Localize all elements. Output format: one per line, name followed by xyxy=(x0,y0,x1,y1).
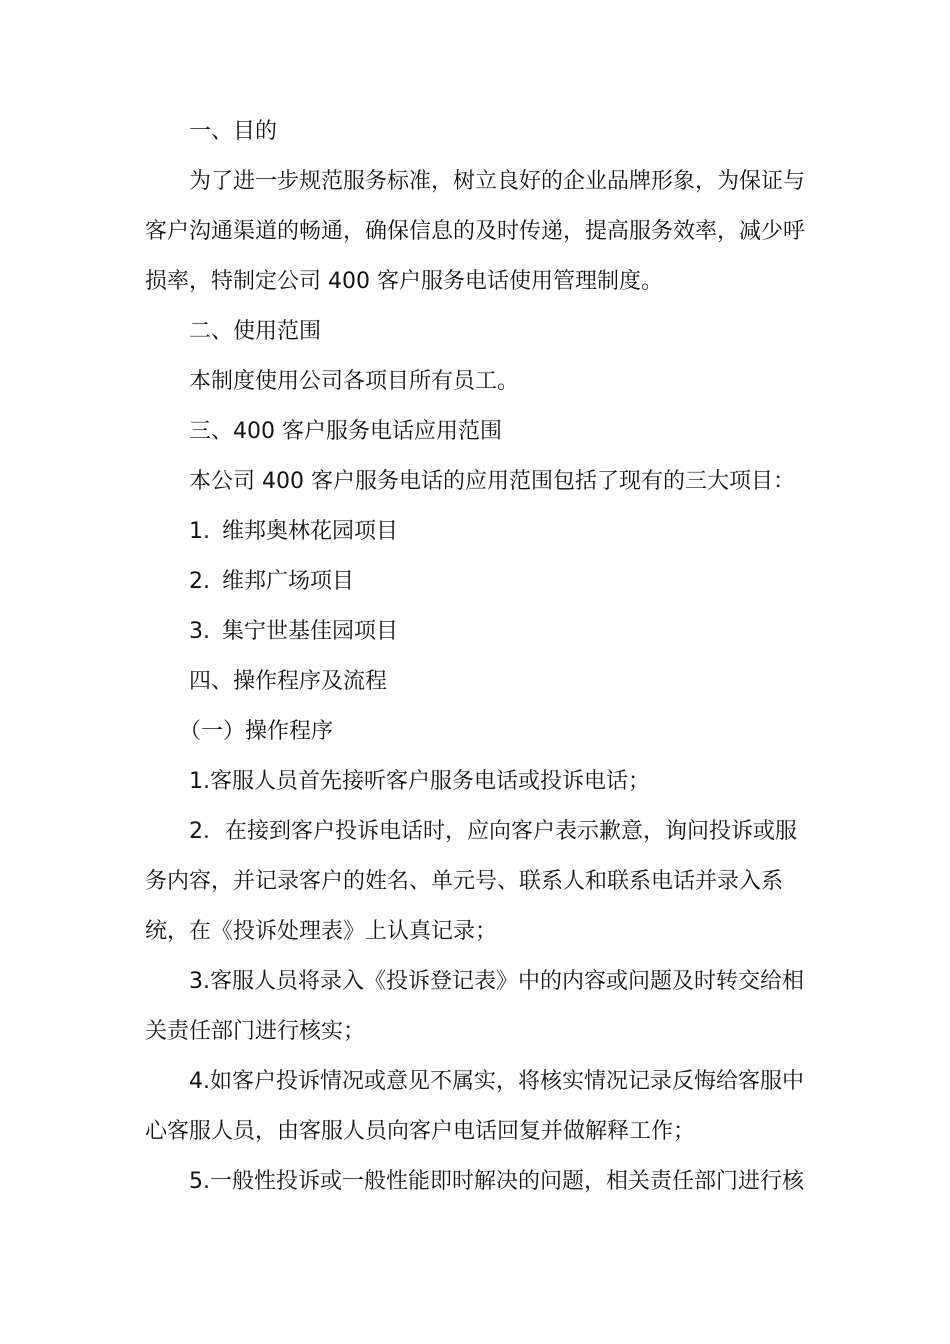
project-name: 维邦奥林花园项目 xyxy=(222,519,399,544)
purpose-paragraph: 为了进一步规范服务标准，树立良好的企业品牌形象，为保证与客户沟通渠道的畅通，确保信息的及时传递，提高服务效率，减少呼损率，特制定公司 400 客户服务电话使用管理制度。 xyxy=(145,169,806,294)
project-name: 集宁世基佳园项目 xyxy=(222,619,399,644)
section-heading-procedure: 四、操作程序及流程 xyxy=(189,669,388,694)
procedure-step: 4.如客户投诉情况或意见不属实，将核实情况记录反悔给客服中心客服人员，由客服人员向客户电话回复并做解释工作； xyxy=(145,1069,804,1144)
application-paragraph: 本公司 400 客户服务电话的应用范围包括了现有的三大项目： xyxy=(189,469,795,494)
scope-paragraph: 本制度使用公司各项目所有员工。 xyxy=(189,369,520,394)
procedure-step: 3.客服人员将录入《投诉登记表》中的内容或问题及时转交给相关责任部门进行核实； xyxy=(145,969,804,1044)
project-list-item xyxy=(145,507,809,557)
subheading-operation: （一）操作程序 xyxy=(179,719,334,744)
project-number: 3. xyxy=(189,619,210,644)
section-heading-scope: 二、使用范围 xyxy=(189,319,322,344)
procedure-step: 1.客服人员首先接听客户服务电话或投诉电话； xyxy=(189,769,650,794)
project-list-item xyxy=(145,607,809,657)
project-number: 1. xyxy=(189,519,210,544)
procedure-step: 5.一般性投诉或一般性能即时解决的问题，相关责任部门进行核 xyxy=(189,1169,804,1194)
project-list-item xyxy=(145,557,809,607)
section-heading-application: 三、400 客户服务电话应用范围 xyxy=(189,419,502,444)
project-number: 2. xyxy=(189,569,210,594)
document-body xyxy=(145,107,809,1207)
procedure-step: 2．在接到客户投诉电话时，应向客户表示歉意，询问投诉或服务内容，并记录客户的姓名、单元号、联系人和联系电话并录入系统，在《投诉处理表》上认真记录； xyxy=(145,819,797,944)
section-heading-purpose: 一、目的 xyxy=(189,119,278,144)
project-name: 维邦广场项目 xyxy=(222,569,355,594)
